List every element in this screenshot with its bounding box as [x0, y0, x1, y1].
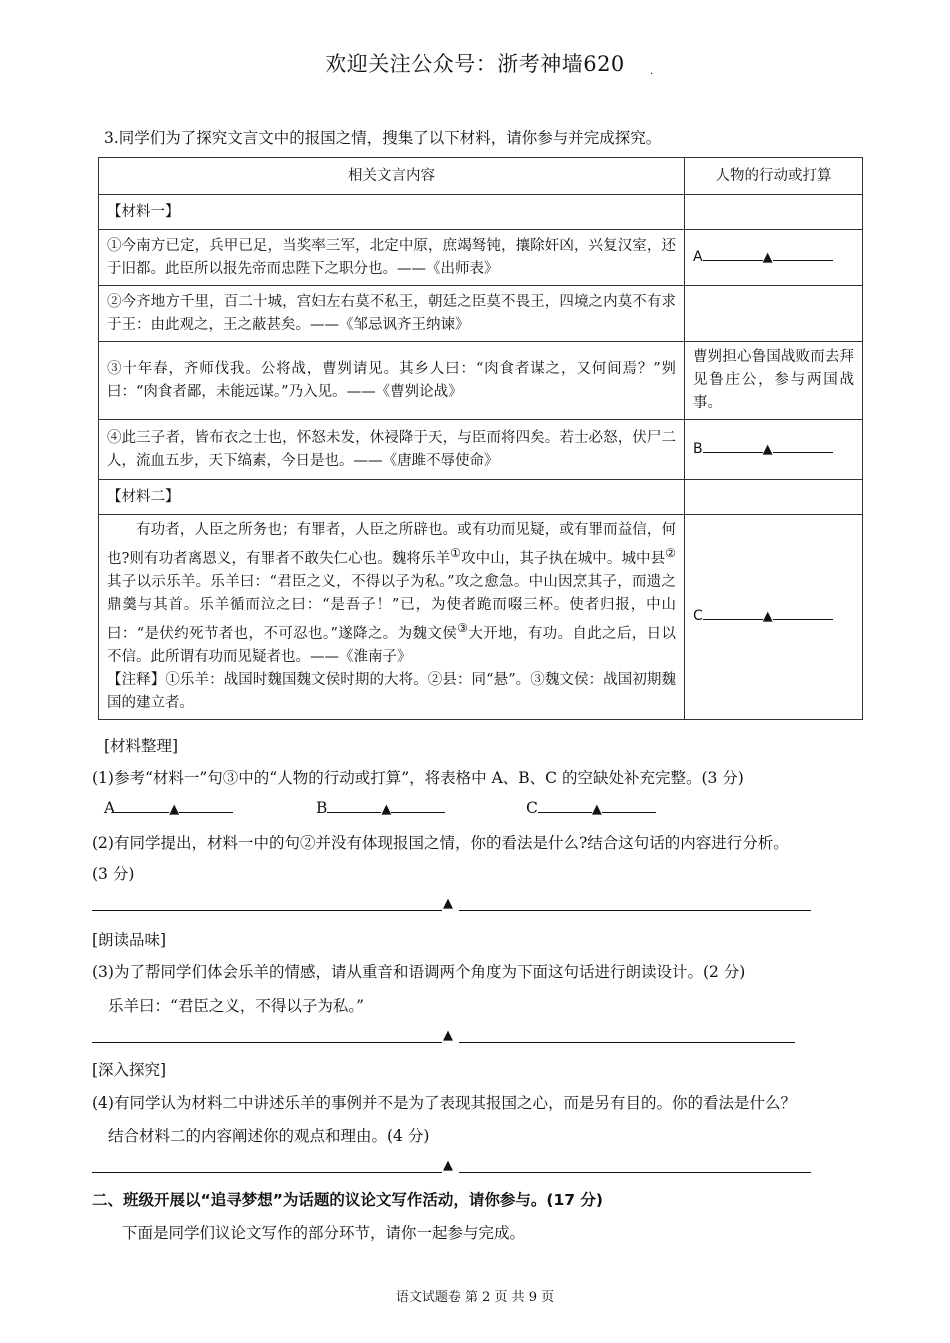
sub4-answer-line-left[interactable] [92, 1171, 442, 1173]
section-reading: [朗读品味] [92, 931, 167, 949]
sub1-blank-a[interactable] [104, 798, 233, 817]
footnote-1: ① [450, 546, 462, 560]
sub1-c-blank-left[interactable] [538, 798, 592, 813]
sub1-a-marker: ▲ [169, 802, 180, 817]
sub3-text: (3)为了帮同学们体会乐羊的情感，请从重音和语调两个角度为下面这句话进行朗读设计。(2 分) [92, 963, 746, 981]
sub2-answer-line-right[interactable] [459, 909, 811, 911]
page-header: 欢迎关注公众号：浙考神墙620 [325, 52, 625, 76]
material1-row1-text: ①今南方已定，兵甲已足，当奖率三军，北定中原，庶竭驽钝，攘除奸凶，兴复汉室，还于旧都。此臣所以报先帝而忠陛下之职分也。——《出师表》 [99, 230, 685, 286]
sub4-marker: ▲ [443, 1158, 453, 1173]
sub1-a-blank-left[interactable] [115, 798, 169, 813]
passage-part-2: 攻中山，其子执在城中。城中县 [461, 550, 666, 567]
sub1-c-label: C [526, 799, 538, 817]
sub3-answer-line-right[interactable] [459, 1041, 795, 1043]
answer-b-blank-left[interactable] [703, 438, 763, 453]
answer-b-marker: ▲ [762, 442, 773, 457]
footnote-3: ③ [457, 620, 469, 635]
material1-row4-text: ④此三子者，皆布衣之士也，怀怒未发，休祲降于天，与臣而将四矣。若士必怒，伏尸二人，流血五步，天下缟素，今日是也。——《唐雎不辱使命》 [99, 420, 685, 480]
answer-b-label: B [693, 441, 703, 457]
answer-b-blank-right[interactable] [773, 438, 833, 453]
answer-c-blank-right[interactable] [773, 605, 833, 620]
answer-a-label: A [693, 249, 703, 265]
sub1-c-blank-right[interactable] [602, 798, 656, 813]
header-dot: . [650, 66, 654, 77]
material2-note: 【注释】①乐羊：战国时魏国魏文侯时期的大将。②县：同“悬”。③魏文侯：战国初期魏国的建立者。 [107, 671, 676, 711]
answer-c-label: C [693, 608, 703, 625]
answer-a-blank-right[interactable] [773, 246, 833, 261]
sub1-b-marker: ▲ [381, 802, 392, 817]
answer-a-cell[interactable] [685, 230, 863, 286]
sub1-a-label: A [104, 799, 116, 817]
section-material-organize: [材料整理] [104, 737, 179, 755]
material2-label-empty [685, 480, 863, 515]
section-deep-inquiry: [深入探究] [92, 1061, 167, 1079]
passage-part-3: 其子以示乐羊。乐羊曰：“君臣之义，不得以子为私。”攻之愈急。中山因烹其子，而遗之鼎羹与其首。乐羊循而泣之曰：“是吾子！”已，为使者跪而啜三杯。使者归报，中山曰：“是伏约死节者也，不可忍也。”遂降之。为魏文侯 [107, 573, 676, 642]
sub1-b-blank-left[interactable] [327, 798, 381, 813]
sub1-a-blank-right[interactable] [179, 798, 233, 813]
material2-passage [107, 519, 676, 669]
part2-title: 二、班级开展以“追寻梦想”为话题的议论文写作活动，请你参与。(17 分) [92, 1191, 604, 1209]
part2-intro: 下面是同学们议论文写作的部分环节，请你一起参与完成。 [122, 1224, 526, 1242]
sub1-blank-c[interactable] [526, 798, 656, 817]
sub4-line1: (4)有同学认为材料二中讲述乐羊的事例并不是为了表现其报国之心，而是另有目的。你的看法是什么？ [92, 1094, 796, 1112]
footnote-2: ② [665, 546, 677, 560]
passage-part-1: 有功者，人臣之所务也；有罪者，人臣之所辟也。或有功而见疑，或有罪而益信，何也?则有功者离恩义，有罪者不敢失仁心也。魏将乐羊 [107, 522, 676, 567]
sub4-line2: 结合材料二的内容阐述你的观点和理由。(4 分) [108, 1127, 430, 1145]
question3-intro: 3.同学们为了探究文言文中的报国之情，搜集了以下材料，请你参与并完成探究。 [104, 129, 662, 147]
table-header-action: 人物的行动或打算 [685, 158, 863, 195]
materials-table [98, 157, 863, 720]
sub1-b-blank-right[interactable] [391, 798, 445, 813]
material1-row3-text: ③十年春，齐师伐我。公将战，曹刿请见。其乡人曰：“肉食者谋之，又何间焉？”刿曰：“肉食者鄙，未能远谋。”乃入见。——《曹刿论战》 [99, 342, 685, 420]
row2-action-empty [685, 286, 863, 342]
answer-c-cell[interactable] [685, 515, 863, 720]
sub2-answer-line-left[interactable] [92, 909, 442, 911]
sub4-answer-line-right[interactable] [459, 1171, 811, 1173]
sub1-blank-b[interactable] [316, 798, 445, 817]
sub1-c-marker: ▲ [591, 802, 602, 817]
answer-c-marker: ▲ [762, 609, 773, 625]
sub3-answer-line-left[interactable] [92, 1041, 442, 1043]
sub3-marker: ▲ [443, 1028, 453, 1043]
table-header-content: 相关文言内容 [99, 158, 685, 195]
sub3-quote: 乐羊曰：“君臣之义，不得以子为私。” [108, 997, 365, 1015]
answer-a-blank-left[interactable] [703, 246, 763, 261]
material2-label: 【材料二】 [99, 480, 685, 515]
material2-text-cell [99, 515, 685, 720]
sub1-b-label: B [316, 799, 328, 817]
answer-a-marker: ▲ [762, 250, 773, 265]
answer-b-cell[interactable] [685, 420, 863, 480]
passage-part-4: 大开地，有功。自此之后，日以不信。此所谓有功而见疑者也。——《淮南子》 [107, 625, 677, 665]
answer-c-blank-left[interactable] [703, 605, 763, 620]
page-footer: 语文试题卷 第 2 页 共 9 页 [395, 1290, 555, 1305]
material1-label-empty [685, 195, 863, 230]
material1-row2-text: ②今齐地方千里，百二十城，宫妇左右莫不私王，朝廷之臣莫不畏王，四境之内莫不有求于王：由此观之，王之蔽甚矣。——《邹忌讽齐王纳谏》 [99, 286, 685, 342]
sub2-line2: (3 分) [92, 865, 135, 883]
row3-action-text: 曹刿担心鲁国战败而去拜见鲁庄公，参与两国战事。 [685, 342, 863, 420]
material1-label: 【材料一】 [99, 195, 685, 230]
sub2-line1: (2)有同学提出，材料一中的句②并没有体现报国之情，你的看法是什么?结合这句话的内容进行分析。 [92, 834, 789, 852]
sub1-text: (1)参考“材料一”句③中的“人物的行动或打算”，将表格中 A、B、C 的空缺处补充完整。(3 分) [92, 769, 744, 787]
sub2-marker: ▲ [443, 896, 453, 911]
